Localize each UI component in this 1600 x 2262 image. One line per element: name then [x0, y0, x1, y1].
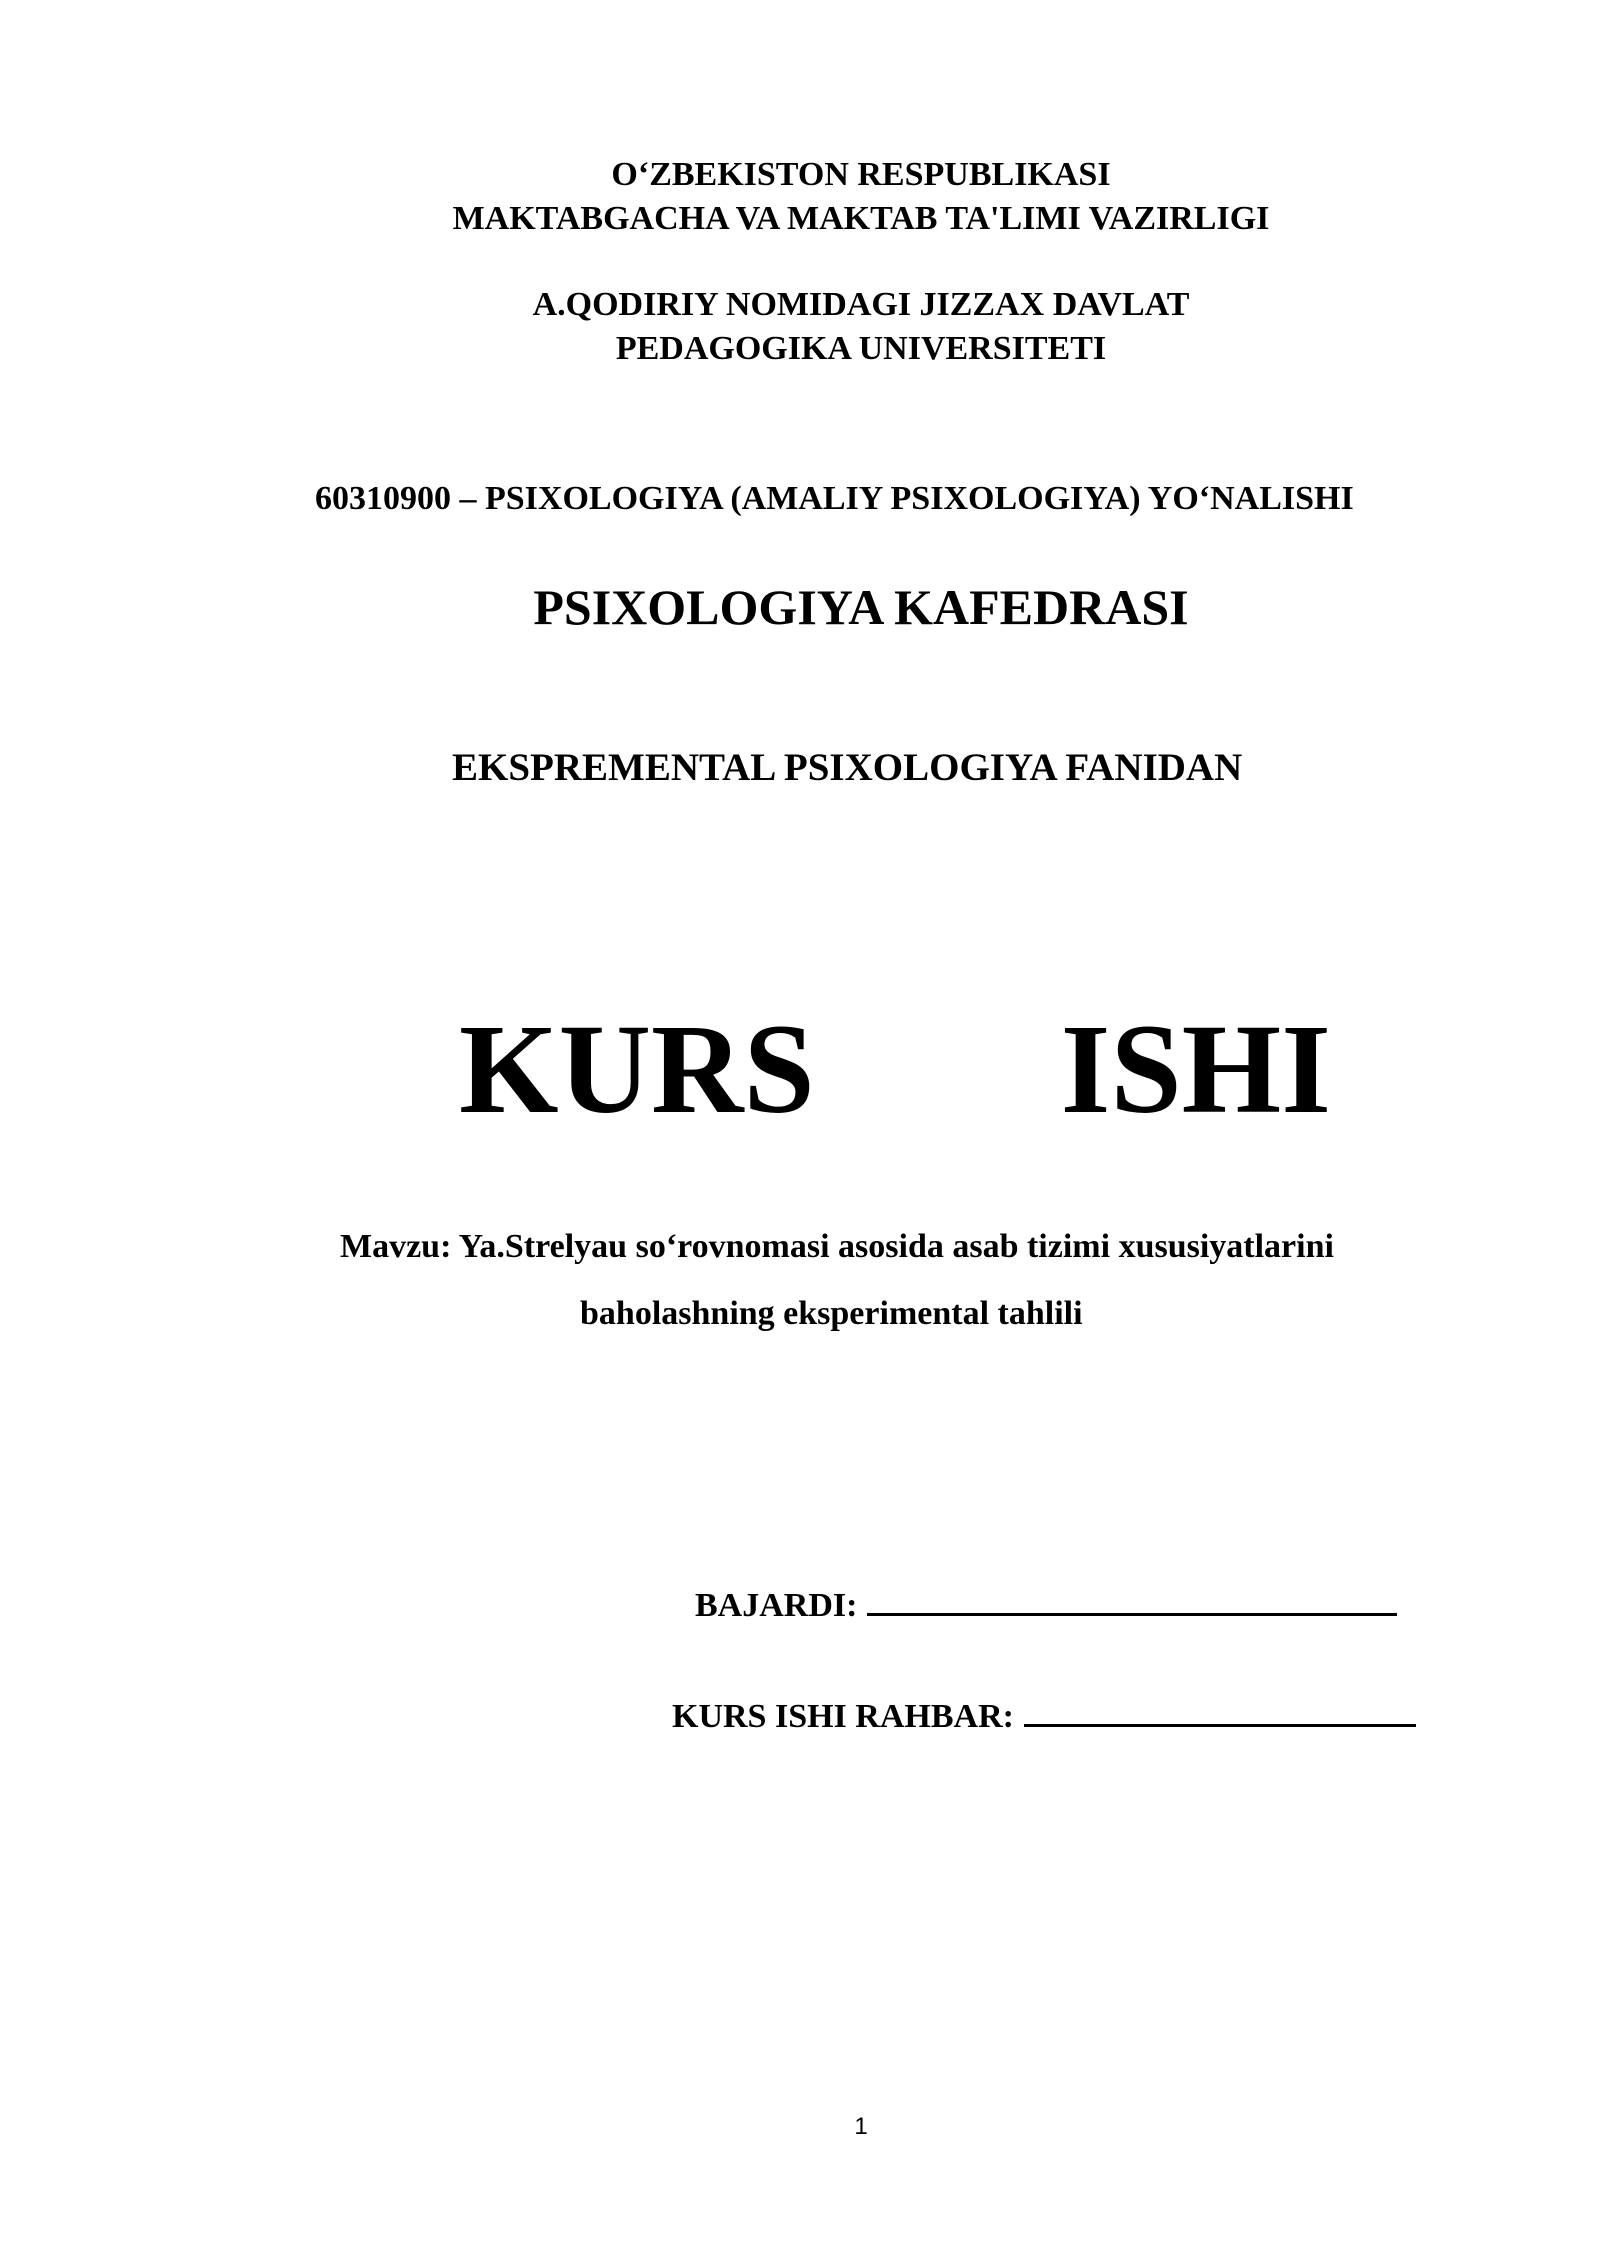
- performed-by-label: BAJARDI:: [695, 1587, 858, 1624]
- performed-by-blank-line: [867, 1583, 1397, 1616]
- page-number: 1: [854, 2113, 868, 2140]
- document-title: KURS ISHI: [459, 998, 1331, 1140]
- university-line-1: A.QODIRIY NOMIDAGI JIZZAX DAVLAT: [532, 286, 1190, 323]
- supervisor-field: [672, 1694, 1416, 1734]
- supervisor-label: KURS ISHI RAHBAR:: [672, 1698, 1014, 1735]
- ministry-line-1: O‘ZBEKISTON RESPUBLIKASI: [611, 156, 1111, 193]
- study-direction: 60310900 – PSIXOLOGIYA (AMALIY PSIXOLOGIYA) YO‘NALISHI: [315, 480, 1354, 517]
- supervisor-blank-line: [1024, 1694, 1416, 1727]
- ministry-line-2: MAKTABGACHA VA MAKTAB TA'LIMI VAZIRLIGI: [452, 200, 1270, 237]
- topic-line-1: Mavzu: Ya.Strelyau so‘rovnomasi asosida asab tizimi xususiyatlarini: [340, 1228, 1334, 1265]
- topic-line-2: baholashning eksperimental tahlili: [580, 1295, 1083, 1332]
- department-title: PSIXOLOGIYA KAFEDRASI: [533, 579, 1189, 635]
- performed-by-field: [695, 1583, 1397, 1623]
- subject-title: EKSPREMENTAL PSIXOLOGIYA FANIDAN: [452, 746, 1243, 789]
- university-line-2: PEDAGOGIKA UNIVERSITETI: [615, 330, 1107, 367]
